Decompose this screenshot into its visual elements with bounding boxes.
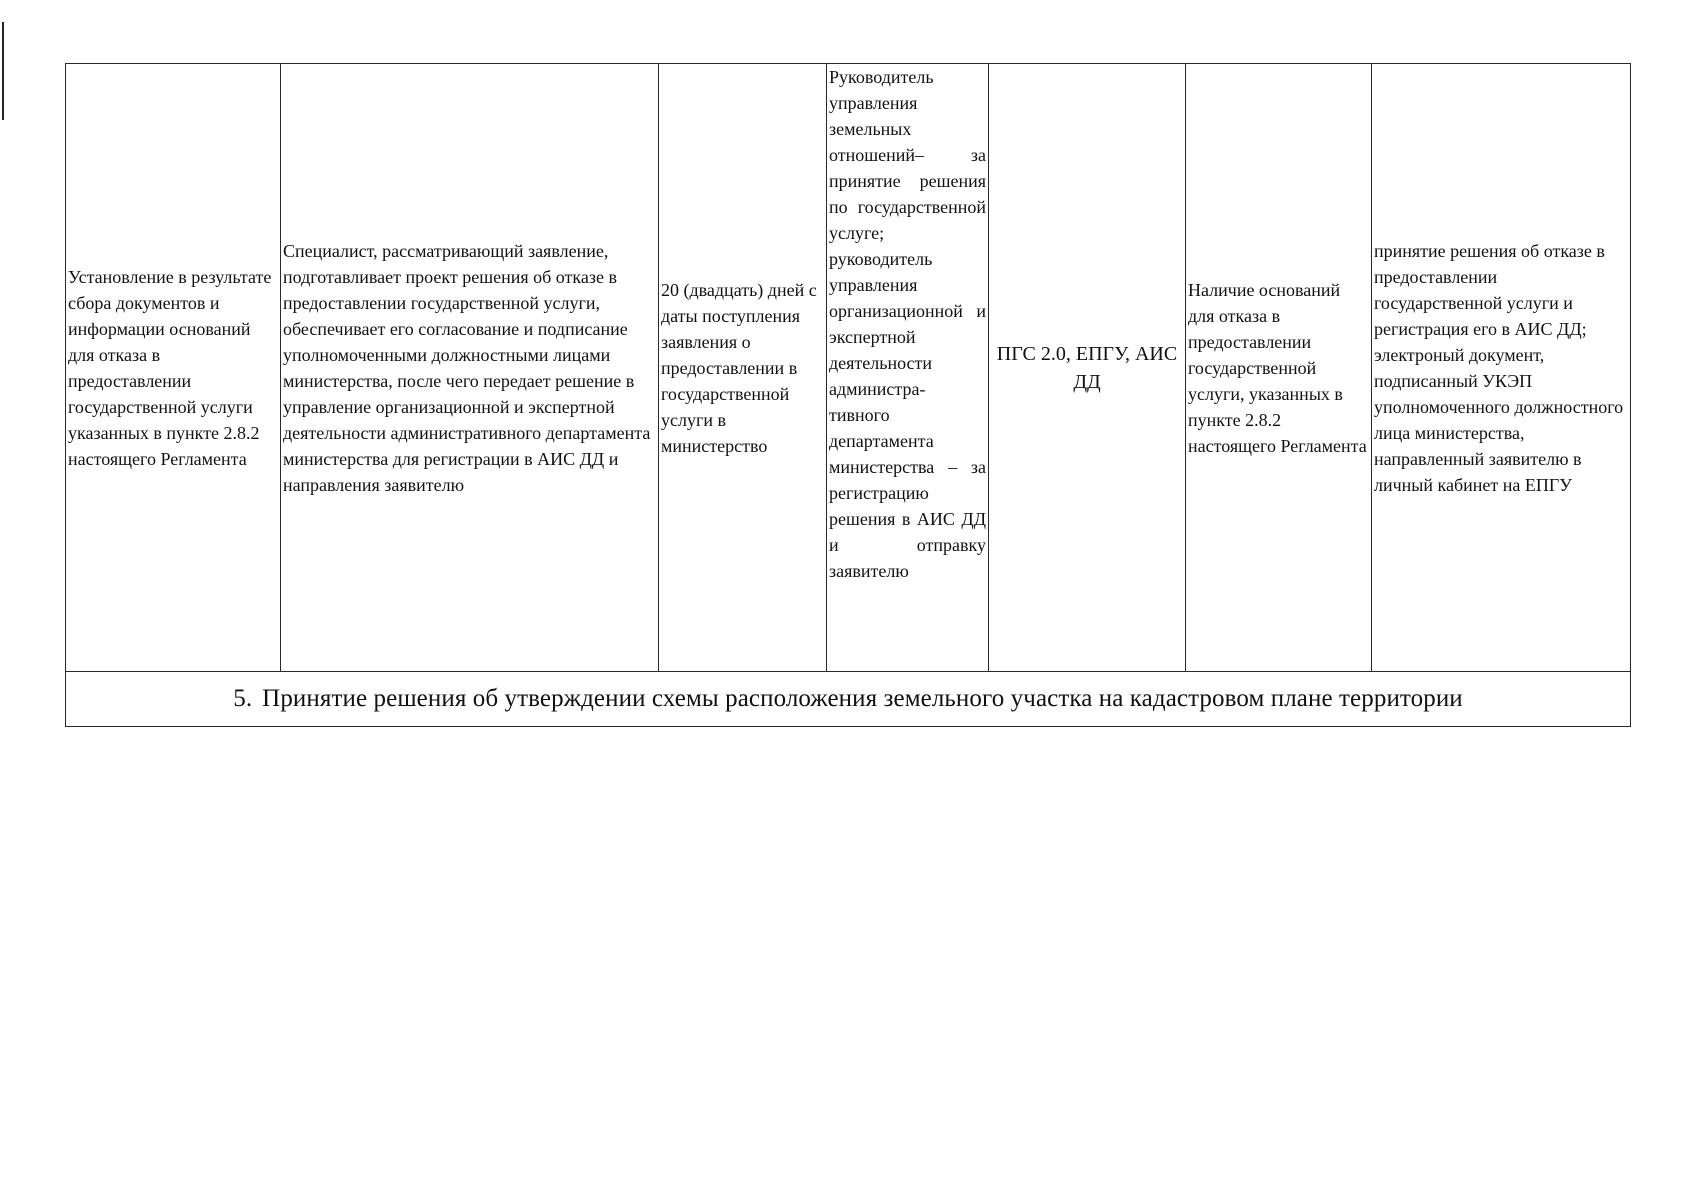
table-row <box>66 64 1631 672</box>
section-title: Принятие решения об утверждении схемы расположения земельного участка на кадастровом плане территории <box>262 685 1463 712</box>
section-number: 5. <box>233 685 253 712</box>
cell-criteria: Наличие оснований для отказа в предоставлении государственной услуги, указанных в пункте 2.8.2 настоящего Регламента <box>1186 64 1372 672</box>
cell-term: 20 (двадцать) дней с даты поступления заявления о предоставлении в государственной услуги в министерство <box>659 64 827 672</box>
procedure-table <box>65 63 1631 727</box>
responsible-text: Руководитель управления земельных отношений– за принятие решения по государственной услуге; руководитель управления организационной и экспертной деятельности администра-тивного департамента министерства – за регистрацию решения в АИС ДД и отправку заявителю <box>829 67 986 581</box>
section-heading <box>66 672 1631 727</box>
cell-result: принятие решения об отказе в предоставлении государственной услуги и регистрация его в АИС ДД; электроный документ, подписанный УКЭП уполномоченного должностного лица министерства, направленный заявителю в личный кабинет на ЕПГУ <box>1372 64 1631 672</box>
section-heading-row <box>66 672 1631 727</box>
cell-actions: Специалист, рассматривающий заявление, подготавливает проект решения об отказе в предоставлении государственной услуги, обеспечивает его согласование и подписание уполномоченными должностными лицами министерства, после чего передает решение в управление организационной и экспертной деятельности административного департамента министерства для регистрации в АИС ДД и направления заявителю <box>281 64 659 672</box>
scan-edge-mark <box>2 22 4 120</box>
cell-basis: Установление в результате сбора документов и информации оснований для отказа в предоставлении государственной услуги указанных в пункте 2.8.2 настоящего Регламента <box>66 64 281 672</box>
cell-responsible <box>827 64 989 672</box>
cell-information-system: ПГС 2.0, ЕПГУ, АИС ДД <box>989 64 1186 672</box>
